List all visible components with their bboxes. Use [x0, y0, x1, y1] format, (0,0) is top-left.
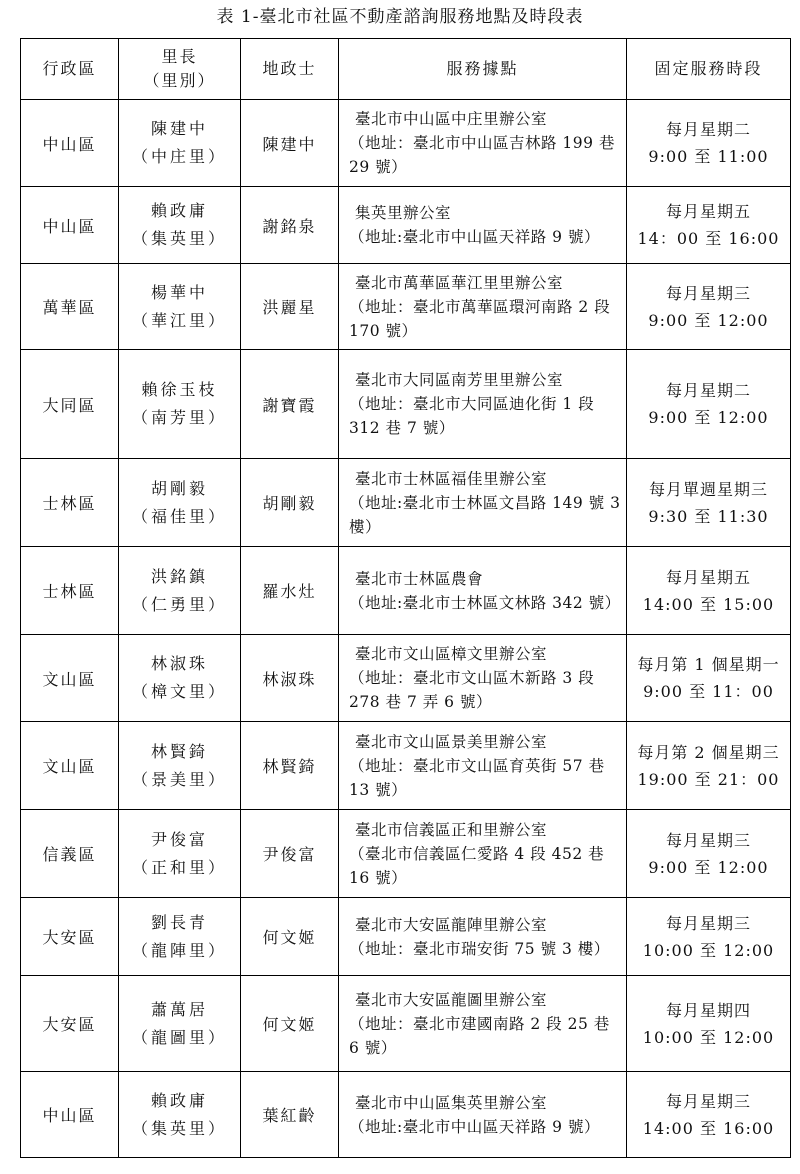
chief-name: 陳建中: [150, 119, 208, 138]
location-cell: [339, 264, 627, 350]
service-hours: 14:00 至 15:00: [642, 594, 775, 614]
village-name: （龍圖里）: [131, 1027, 227, 1047]
time-cell: [627, 898, 791, 976]
chief-name: 尹俊富: [150, 829, 208, 849]
location-address: （地址：臺北市大同區迪化街 1 段 312 巷 7 號）: [349, 395, 595, 437]
chief-cell: [119, 264, 241, 350]
header-land-officer: 地政士: [241, 39, 339, 100]
service-schedule: 每月第 1 個星期一: [637, 655, 780, 674]
header-location: 服務據點: [339, 39, 627, 100]
time-cell: [627, 547, 791, 635]
table-row: [21, 1072, 791, 1158]
location-cell: [339, 1072, 627, 1158]
table-row: [21, 635, 791, 722]
service-hours: 19:00 至 21：00: [637, 769, 780, 789]
service-hours: 9:30 至 11:30: [648, 506, 769, 526]
village-name: （南芳里）: [131, 408, 227, 427]
chief-cell: [119, 722, 241, 810]
service-hours: 14：00 至 16:00: [637, 229, 780, 248]
time-cell: [627, 264, 791, 350]
location-address: （臺北市信義區仁愛路 4 段 452 巷 16 號）: [349, 844, 605, 887]
location-cell: [339, 100, 627, 187]
land-officer-cell: 何文姬: [241, 898, 339, 976]
time-cell: [627, 459, 791, 547]
table-row: [21, 976, 791, 1072]
location-address: （地址:臺北市中山區天祥路 9 號）: [349, 1117, 600, 1136]
table-row: [21, 810, 791, 898]
district-cell: 萬華區: [21, 264, 119, 350]
village-name: （中庄里）: [131, 147, 227, 166]
service-hours: 10:00 至 12:00: [642, 1027, 775, 1047]
location-cell: [339, 722, 627, 810]
chief-name: 劉長青: [150, 912, 208, 932]
chief-cell: [119, 635, 241, 722]
district-cell: 士林區: [21, 459, 119, 547]
location-name: 臺北市士林區農會: [355, 569, 484, 588]
service-hours: 9:00 至 11：00: [643, 682, 774, 701]
time-cell: [627, 722, 791, 810]
service-hours: 9:00 至 12:00: [648, 408, 769, 427]
location-name: 臺北市文山區景美里辦公室: [355, 732, 548, 751]
district-cell: 文山區: [21, 722, 119, 810]
chief-cell: [119, 187, 241, 264]
header-district: 行政區: [21, 39, 119, 100]
land-officer-cell: 何文姬: [241, 976, 339, 1072]
location-cell: [339, 976, 627, 1072]
land-officer-cell: 胡剛毅: [241, 459, 339, 547]
chief-cell: [119, 898, 241, 976]
table-row: [21, 187, 791, 264]
location-address: （地址:臺北市中山區天祥路 9 號）: [349, 228, 600, 246]
service-hours: 10:00 至 12:00: [642, 940, 775, 960]
village-name: （景美里）: [131, 769, 227, 789]
service-schedule-table: [20, 38, 791, 1158]
village-name: （正和里）: [131, 857, 227, 877]
service-hours: 9:00 至 12:00: [648, 857, 769, 877]
village-name: （樟文里）: [131, 682, 227, 701]
chief-cell: [119, 976, 241, 1072]
location-name: 臺北市文山區樟文里辦公室: [355, 645, 548, 663]
chief-name: 楊華中: [150, 282, 208, 302]
table-row: [21, 350, 791, 459]
land-officer-cell: 羅水灶: [241, 547, 339, 635]
service-schedule: 每月星期四: [665, 1000, 751, 1020]
time-cell: [627, 350, 791, 459]
chief-name: 林賢錡: [150, 741, 208, 761]
location-name: 臺北市大安區龍圖里辦公室: [355, 990, 548, 1009]
table-row: [21, 547, 791, 635]
service-schedule: 每月星期二: [665, 381, 751, 400]
location-name: 臺北市中山區集英里辦公室: [355, 1093, 548, 1112]
village-name: （集英里）: [131, 1118, 227, 1138]
chief-name: 胡剛毅: [150, 478, 208, 498]
district-cell: 士林區: [21, 547, 119, 635]
location-name: 臺北市士林區福佳里辦公室: [355, 469, 548, 488]
service-hours: 9:00 至 12:00: [648, 310, 769, 330]
service-schedule: 每月星期三: [665, 913, 751, 933]
village-name: （華江里）: [131, 310, 227, 330]
district-cell: 文山區: [21, 635, 119, 722]
location-name: 集英里辦公室: [355, 204, 452, 222]
land-officer-cell: 林賢錡: [241, 722, 339, 810]
header-row: [21, 39, 791, 100]
chief-cell: [119, 100, 241, 187]
land-officer-cell: 謝銘泉: [241, 187, 339, 264]
district-cell: 大安區: [21, 976, 119, 1072]
land-officer-cell: 洪麗星: [241, 264, 339, 350]
chief-cell: [119, 547, 241, 635]
header-chief-line2: （里別）: [143, 71, 216, 90]
chief-name: 賴政庸: [150, 201, 208, 220]
location-address: （地址:臺北市士林區文林路 342 號）: [349, 593, 621, 612]
land-officer-cell: 葉紅齡: [241, 1072, 339, 1158]
header-time: 固定服務時段: [627, 39, 791, 100]
district-cell: 信義區: [21, 810, 119, 898]
location-address: （地址:臺北市士林區文昌路 149 號 3 樓）: [349, 493, 621, 536]
service-schedule: 每月星期二: [665, 120, 751, 139]
village-name: （集英里）: [131, 229, 227, 248]
service-schedule: 每月星期五: [665, 202, 751, 221]
service-schedule: 每月單週星期三: [648, 479, 768, 499]
location-cell: [339, 810, 627, 898]
location-address: （地址：臺北市萬華區環河南路 2 段 170 號）: [349, 297, 611, 340]
header-chief-line1: 里長: [161, 47, 198, 66]
table-row: [21, 898, 791, 976]
service-schedule: 每月第 2 個星期三: [637, 742, 780, 762]
location-name: 臺北市萬華區華江里里辦公室: [355, 273, 564, 292]
location-name: 臺北市中山區中庄里辦公室: [355, 110, 548, 128]
district-cell: 中山區: [21, 1072, 119, 1158]
chief-name: 洪銘鎮: [150, 566, 208, 586]
land-officer-cell: 尹俊富: [241, 810, 339, 898]
chief-cell: [119, 459, 241, 547]
location-name: 臺北市大安區龍陣里辦公室: [355, 915, 548, 934]
service-schedule: 每月星期三: [665, 283, 751, 303]
service-schedule: 每月星期三: [665, 1091, 751, 1111]
location-cell: [339, 459, 627, 547]
land-officer-cell: 謝寶霞: [241, 350, 339, 459]
service-hours: 14:00 至 16:00: [642, 1118, 775, 1138]
time-cell: [627, 187, 791, 264]
land-officer-cell: 林淑珠: [241, 635, 339, 722]
location-cell: [339, 187, 627, 264]
chief-cell: [119, 1072, 241, 1158]
district-cell: 中山區: [21, 100, 119, 187]
time-cell: [627, 635, 791, 722]
table-row: [21, 264, 791, 350]
village-name: （仁勇里）: [131, 594, 227, 614]
table-row: [21, 459, 791, 547]
chief-name: 林淑珠: [150, 654, 208, 673]
time-cell: [627, 100, 791, 187]
location-address: （地址：臺北市文山區育英街 57 巷 13 號）: [349, 756, 605, 799]
location-address: （地址：臺北市建國南路 2 段 25 巷 6 號）: [349, 1014, 610, 1057]
location-name: 臺北市大同區南芳里里辦公室: [355, 371, 564, 389]
service-schedule: 每月星期三: [665, 830, 751, 850]
district-cell: 大同區: [21, 350, 119, 459]
header-chief: [119, 39, 241, 100]
location-name: 臺北市信義區正和里辦公室: [355, 820, 548, 839]
chief-name: 賴政庸: [150, 1090, 208, 1110]
chief-cell: [119, 810, 241, 898]
location-address: （地址：臺北市文山區木新路 3 段 278 巷 7 弄 6 號）: [349, 669, 595, 711]
location-address: （地址：臺北市中山區吉林路 199 巷 29 號）: [349, 134, 615, 176]
time-cell: [627, 1072, 791, 1158]
table-row: [21, 100, 791, 187]
chief-name: 賴徐玉枝: [141, 380, 218, 399]
location-cell: [339, 898, 627, 976]
table-row: [21, 722, 791, 810]
time-cell: [627, 976, 791, 1072]
location-address: （地址：臺北市瑞安街 75 號 3 樓）: [349, 939, 610, 958]
district-cell: 大安區: [21, 898, 119, 976]
chief-cell: [119, 350, 241, 459]
land-officer-cell: 陳建中: [241, 100, 339, 187]
location-cell: [339, 635, 627, 722]
service-hours: 9:00 至 11:00: [648, 147, 769, 166]
table-caption: 表 1-臺北市社區不動產諮詢服務地點及時段表: [216, 7, 584, 27]
location-cell: [339, 547, 627, 635]
village-name: （福佳里）: [131, 506, 227, 526]
location-cell: [339, 350, 627, 459]
district-cell: 中山區: [21, 187, 119, 264]
table-body: [21, 100, 791, 1158]
time-cell: [627, 810, 791, 898]
service-schedule: 每月星期五: [665, 567, 751, 587]
village-name: （龍陣里）: [131, 940, 227, 960]
chief-name: 蕭萬居: [150, 999, 208, 1019]
